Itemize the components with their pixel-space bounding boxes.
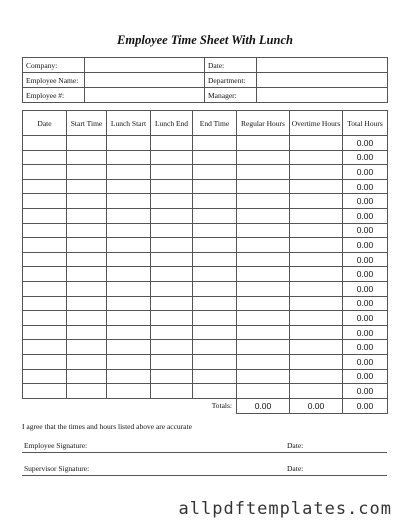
date-label: Date: xyxy=(205,58,257,73)
entry-cell[interactable] xyxy=(23,208,67,223)
table-row xyxy=(23,194,388,209)
entry-cell[interactable] xyxy=(290,252,343,267)
supervisor-signature-label: Supervisor Signature: xyxy=(24,464,90,473)
entry-cell[interactable] xyxy=(290,150,343,165)
entry-cell[interactable] xyxy=(237,281,290,296)
entry-cell[interactable] xyxy=(67,325,107,340)
entry-cell[interactable] xyxy=(107,267,151,282)
entry-cell[interactable] xyxy=(151,340,193,355)
entry-cell[interactable] xyxy=(290,369,343,384)
entry-cell[interactable] xyxy=(67,238,107,253)
entry-cell[interactable] xyxy=(193,384,237,399)
entry-cell[interactable] xyxy=(151,369,193,384)
employee-name-field[interactable] xyxy=(85,73,205,88)
table-row xyxy=(23,136,388,151)
table-row xyxy=(23,296,388,311)
department-field[interactable] xyxy=(257,73,388,88)
entry-cell[interactable] xyxy=(67,252,107,267)
column-header: Total Hours xyxy=(343,111,388,136)
entry-cell[interactable] xyxy=(151,384,193,399)
entry-cell[interactable] xyxy=(193,354,237,369)
entry-cell[interactable] xyxy=(23,150,67,165)
entry-cell[interactable] xyxy=(237,296,290,311)
entry-cell[interactable] xyxy=(67,340,107,355)
totals-row xyxy=(23,398,388,413)
entry-cell[interactable] xyxy=(23,238,67,253)
entry-cell[interactable] xyxy=(290,194,343,209)
entry-cell[interactable] xyxy=(290,340,343,355)
company-field[interactable] xyxy=(85,58,205,73)
entry-cell[interactable] xyxy=(107,238,151,253)
entry-cell[interactable] xyxy=(193,252,237,267)
column-header: Lunch End xyxy=(151,111,193,136)
entry-cell[interactable] xyxy=(151,136,193,151)
total-hours-cell: 0.00 xyxy=(343,208,388,223)
entry-cell[interactable] xyxy=(23,369,67,384)
entry-cell[interactable] xyxy=(67,384,107,399)
column-header: Lunch Start xyxy=(107,111,151,136)
entry-cell[interactable] xyxy=(23,267,67,282)
entry-cell[interactable] xyxy=(151,252,193,267)
entry-cell[interactable] xyxy=(107,223,151,238)
total-hours-cell: 0.00 xyxy=(343,136,388,151)
entry-cell[interactable] xyxy=(67,311,107,326)
entry-cell[interactable] xyxy=(290,165,343,180)
entry-cell[interactable] xyxy=(151,238,193,253)
total-hours-cell: 0.00 xyxy=(343,281,388,296)
entry-cell[interactable] xyxy=(290,311,343,326)
brand-watermark: allpdftemplates.com xyxy=(178,499,392,519)
entry-cell[interactable] xyxy=(67,354,107,369)
entry-cell[interactable] xyxy=(23,179,67,194)
total-hours-cell: 0.00 xyxy=(343,223,388,238)
entry-cell[interactable] xyxy=(193,136,237,151)
entry-cell[interactable] xyxy=(237,223,290,238)
entry-cell[interactable] xyxy=(151,179,193,194)
totals-label: Totals: xyxy=(211,401,232,411)
entry-cell[interactable] xyxy=(237,267,290,282)
total-hours-cell: 0.00 xyxy=(343,267,388,282)
entry-cell[interactable] xyxy=(67,296,107,311)
total-hours-cell: 0.00 xyxy=(343,354,388,369)
entry-cell[interactable] xyxy=(107,384,151,399)
entry-cell[interactable] xyxy=(23,223,67,238)
column-header: Regular Hours xyxy=(237,111,290,136)
entry-cell[interactable] xyxy=(67,369,107,384)
entry-cell[interactable] xyxy=(67,165,107,180)
entry-cell[interactable] xyxy=(151,267,193,282)
entry-cell[interactable] xyxy=(193,165,237,180)
table-row xyxy=(23,281,388,296)
table-row xyxy=(23,165,388,180)
entry-cell[interactable] xyxy=(23,252,67,267)
entry-cell[interactable] xyxy=(107,340,151,355)
entry-cell[interactable] xyxy=(23,384,67,399)
entry-cell[interactable] xyxy=(151,150,193,165)
date-field[interactable] xyxy=(257,58,388,73)
agreement-text: I agree that the times and hours listed above are accurate xyxy=(22,422,192,431)
entry-cell[interactable] xyxy=(23,311,67,326)
entry-cell[interactable] xyxy=(151,208,193,223)
table-row xyxy=(23,354,388,369)
entry-cell[interactable] xyxy=(290,384,343,399)
total-hours-cell: 0.00 xyxy=(343,150,388,165)
entry-cell[interactable] xyxy=(193,179,237,194)
entry-cell[interactable] xyxy=(290,354,343,369)
entry-cell[interactable] xyxy=(23,354,67,369)
total-hours-cell: 0.00 xyxy=(343,179,388,194)
entry-cell[interactable] xyxy=(290,296,343,311)
entry-cell[interactable] xyxy=(290,325,343,340)
total-hours-cell: 0.00 xyxy=(343,252,388,267)
table-row xyxy=(23,369,388,384)
total-hours-cell: 0.00 xyxy=(343,340,388,355)
entry-cell[interactable] xyxy=(237,136,290,151)
table-row xyxy=(23,150,388,165)
entry-cell[interactable] xyxy=(23,136,67,151)
table-row xyxy=(23,223,388,238)
column-header: Start Time xyxy=(67,111,107,136)
total-hours-cell: 0.00 xyxy=(343,311,388,326)
entry-cell[interactable] xyxy=(67,136,107,151)
entry-cell[interactable] xyxy=(193,311,237,326)
supervisor-date-label: Date: xyxy=(287,464,304,473)
entry-cell[interactable] xyxy=(193,369,237,384)
entry-cell[interactable] xyxy=(23,296,67,311)
manager-field[interactable] xyxy=(257,88,388,103)
entry-cell[interactable] xyxy=(67,150,107,165)
table-row xyxy=(23,238,388,253)
entry-cell[interactable] xyxy=(237,238,290,253)
entry-cell[interactable] xyxy=(151,311,193,326)
employee-signature-line[interactable] xyxy=(22,440,387,453)
table-row xyxy=(23,325,388,340)
table-row xyxy=(23,384,388,399)
entry-cell[interactable] xyxy=(107,208,151,223)
entry-cell[interactable] xyxy=(237,208,290,223)
entry-cell[interactable] xyxy=(237,311,290,326)
employee-number-label: Employee #: xyxy=(23,88,85,103)
entry-cell[interactable] xyxy=(107,252,151,267)
employee-name-label: Employee Name: xyxy=(23,73,85,88)
total-regular-hours: 0.00 xyxy=(237,398,290,413)
entry-cell[interactable] xyxy=(237,252,290,267)
grand-total-hours: 0.00 xyxy=(343,398,388,413)
entry-cell[interactable] xyxy=(193,194,237,209)
entry-cell[interactable] xyxy=(67,208,107,223)
supervisor-signature-line[interactable] xyxy=(22,463,387,476)
entry-cell[interactable] xyxy=(193,223,237,238)
entry-cell[interactable] xyxy=(107,281,151,296)
total-hours-cell: 0.00 xyxy=(343,384,388,399)
entry-cell[interactable] xyxy=(237,325,290,340)
entry-cell[interactable] xyxy=(107,369,151,384)
entry-cell[interactable] xyxy=(193,150,237,165)
entry-cell[interactable] xyxy=(107,296,151,311)
entry-cell[interactable] xyxy=(290,136,343,151)
entry-cell[interactable] xyxy=(290,238,343,253)
entry-cell[interactable] xyxy=(290,281,343,296)
total-hours-cell: 0.00 xyxy=(343,165,388,180)
entry-cell[interactable] xyxy=(193,267,237,282)
entry-cell[interactable] xyxy=(151,296,193,311)
entry-cell[interactable] xyxy=(237,369,290,384)
entry-cell[interactable] xyxy=(67,179,107,194)
entry-cell[interactable] xyxy=(107,165,151,180)
page-title: Employee Time Sheet With Lunch xyxy=(117,33,293,47)
entry-cell[interactable] xyxy=(237,150,290,165)
table-row xyxy=(23,179,388,194)
entry-cell[interactable] xyxy=(237,340,290,355)
total-hours-cell: 0.00 xyxy=(343,296,388,311)
manager-label: Manager: xyxy=(205,88,257,103)
table-row xyxy=(23,340,388,355)
entry-cell[interactable] xyxy=(107,136,151,151)
entry-cell[interactable] xyxy=(23,194,67,209)
entry-cell[interactable] xyxy=(67,194,107,209)
entry-cell[interactable] xyxy=(23,281,67,296)
entry-cell[interactable] xyxy=(67,281,107,296)
entry-cell[interactable] xyxy=(237,179,290,194)
total-overtime-hours: 0.00 xyxy=(290,398,343,413)
employee-number-field[interactable] xyxy=(85,88,205,103)
entry-cell[interactable] xyxy=(193,296,237,311)
entry-cell[interactable] xyxy=(107,325,151,340)
employee-date-label: Date: xyxy=(287,441,304,450)
entry-cell[interactable] xyxy=(151,194,193,209)
entry-cell[interactable] xyxy=(193,238,237,253)
entry-cell[interactable] xyxy=(67,223,107,238)
timesheet-table xyxy=(22,110,388,414)
entry-cell[interactable] xyxy=(237,384,290,399)
entry-cell[interactable] xyxy=(193,325,237,340)
entry-cell[interactable] xyxy=(290,223,343,238)
table-row xyxy=(23,267,388,282)
column-header: End Time xyxy=(193,111,237,136)
total-hours-cell: 0.00 xyxy=(343,238,388,253)
entry-cell[interactable] xyxy=(107,194,151,209)
total-hours-cell: 0.00 xyxy=(343,194,388,209)
entry-cell[interactable] xyxy=(107,150,151,165)
table-row xyxy=(23,311,388,326)
entry-cell[interactable] xyxy=(193,281,237,296)
entry-cell[interactable] xyxy=(193,208,237,223)
table-row xyxy=(23,208,388,223)
entry-cell[interactable] xyxy=(107,354,151,369)
company-label: Company: xyxy=(23,58,85,73)
entry-cell[interactable] xyxy=(290,267,343,282)
entry-cell[interactable] xyxy=(290,208,343,223)
entry-cell[interactable] xyxy=(290,179,343,194)
column-header: Date xyxy=(23,111,67,136)
entry-cell[interactable] xyxy=(23,340,67,355)
column-header: Overtime Hours xyxy=(290,111,343,136)
entry-cell[interactable] xyxy=(151,354,193,369)
entry-cell[interactable] xyxy=(107,311,151,326)
entry-cell[interactable] xyxy=(23,325,67,340)
entry-cell[interactable] xyxy=(107,179,151,194)
entry-cell[interactable] xyxy=(23,165,67,180)
employee-info-table xyxy=(22,57,388,103)
entry-cell[interactable] xyxy=(193,340,237,355)
entry-cell[interactable] xyxy=(151,325,193,340)
entry-cell[interactable] xyxy=(237,165,290,180)
entry-cell[interactable] xyxy=(237,194,290,209)
entry-cell[interactable] xyxy=(151,223,193,238)
entry-cell[interactable] xyxy=(151,165,193,180)
total-hours-cell: 0.00 xyxy=(343,369,388,384)
entry-cell[interactable] xyxy=(237,354,290,369)
department-label: Department: xyxy=(205,73,257,88)
entry-cell[interactable] xyxy=(67,267,107,282)
entry-cell[interactable] xyxy=(151,281,193,296)
total-hours-cell: 0.00 xyxy=(343,325,388,340)
employee-signature-label: Employee Signature: xyxy=(24,441,88,450)
table-row xyxy=(23,252,388,267)
